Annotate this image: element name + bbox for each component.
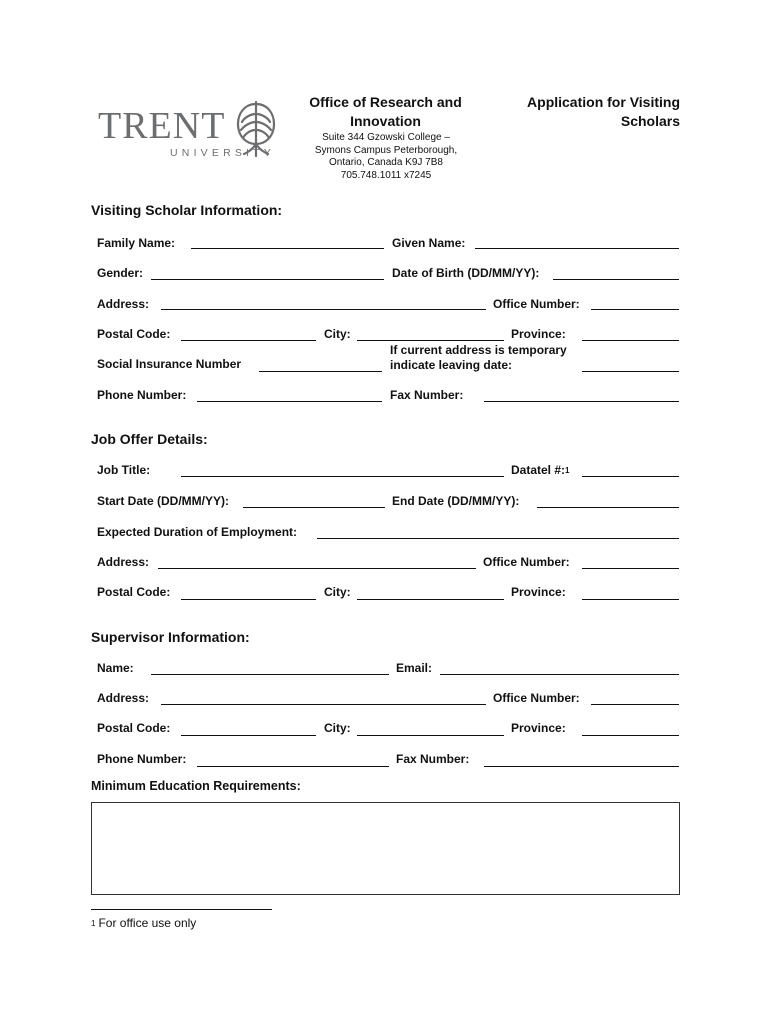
field-job-title[interactable] xyxy=(181,476,504,477)
label-supervisor-office-number: Office Number: xyxy=(493,691,580,705)
field-province[interactable] xyxy=(582,340,679,341)
label-supervisor-postal-code: Postal Code: xyxy=(97,721,171,735)
field-supervisor-city[interactable] xyxy=(357,735,504,736)
field-phone-number[interactable] xyxy=(197,401,382,402)
label-expected-duration: Expected Duration of Employment: xyxy=(97,525,298,539)
label-supervisor-province: Province: xyxy=(511,721,566,735)
field-postal-code[interactable] xyxy=(181,340,316,341)
section-education-requirements: Minimum Education Requirements: xyxy=(91,779,301,793)
label-given-name: Given Name: xyxy=(392,236,466,250)
education-requirements-textbox[interactable] xyxy=(91,802,680,895)
field-supervisor-office-number[interactable] xyxy=(591,704,679,705)
label-job-address: Address: xyxy=(97,555,150,569)
field-job-postal-code[interactable] xyxy=(181,599,316,600)
label-job-title: Job Title: xyxy=(97,463,151,477)
field-supervisor-name[interactable] xyxy=(151,674,389,675)
field-gender[interactable] xyxy=(151,279,384,280)
label-supervisor-city: City: xyxy=(324,721,351,735)
label-province: Province: xyxy=(511,327,566,341)
label-supervisor-fax: Fax Number: xyxy=(396,752,470,766)
footnote-text: For office use only xyxy=(98,916,197,930)
field-social-insurance-number[interactable] xyxy=(259,371,382,372)
field-given-name[interactable] xyxy=(475,248,679,249)
section-supervisor: Supervisor Information: xyxy=(91,629,250,645)
label-datatel xyxy=(511,463,569,478)
field-supervisor-address[interactable] xyxy=(161,704,486,705)
field-expected-duration[interactable] xyxy=(317,538,679,539)
field-job-province[interactable] xyxy=(582,599,679,600)
label-family-name: Family Name: xyxy=(97,236,176,250)
field-supervisor-fax[interactable] xyxy=(484,766,679,767)
label-supervisor-email: Email: xyxy=(396,661,433,675)
office-address-line: Suite 344 Gzowski College – xyxy=(322,132,450,143)
label-supervisor-phone: Phone Number: xyxy=(97,752,187,766)
label-job-city: City: xyxy=(324,585,351,599)
field-supervisor-phone[interactable] xyxy=(197,766,389,767)
label-end-date: End Date (DD/MM/YY): xyxy=(392,494,520,508)
label-date-of-birth: Date of Birth (DD/MM/YY): xyxy=(392,266,540,280)
label-fax-number: Fax Number: xyxy=(390,388,464,402)
label-job-postal-code: Postal Code: xyxy=(97,585,171,599)
field-address[interactable] xyxy=(161,309,486,310)
footnote xyxy=(91,916,196,931)
footnote-mark: 1 xyxy=(91,919,96,928)
field-leaving-date[interactable] xyxy=(582,371,679,372)
office-title: Office of Research and Innovation xyxy=(309,94,462,129)
office-address-line: Symons Campus Peterborough, xyxy=(314,144,458,156)
office-address-line: 705.748.1011 x7245 xyxy=(340,169,432,181)
label-leaving-date: If current address is temporary indicate leaving date: xyxy=(390,343,567,372)
field-job-office-number[interactable] xyxy=(582,568,679,569)
field-family-name[interactable] xyxy=(191,248,384,249)
field-supervisor-postal-code[interactable] xyxy=(181,735,316,736)
field-fax-number[interactable] xyxy=(484,401,679,402)
field-date-of-birth[interactable] xyxy=(553,279,679,280)
field-datatel[interactable] xyxy=(582,476,679,477)
field-job-address[interactable] xyxy=(158,568,476,569)
label-job-province: Province: xyxy=(511,585,566,599)
logo-wordmark: TRENT xyxy=(98,105,226,147)
office-address-line: Ontario, Canada K9J 7B8 xyxy=(329,157,443,168)
trent-crest-icon xyxy=(232,100,280,158)
office-address xyxy=(300,132,472,182)
field-end-date[interactable] xyxy=(537,507,679,508)
label-datatel-text: Datatel #: xyxy=(511,463,566,477)
field-office-number[interactable] xyxy=(591,309,679,310)
label-address: Address: xyxy=(97,297,150,311)
label-supervisor-address: Address: xyxy=(97,691,150,705)
field-supervisor-province[interactable] xyxy=(582,735,679,736)
footnote-divider xyxy=(91,909,272,910)
label-phone-number: Phone Number: xyxy=(97,388,187,402)
label-job-office-number: Office Number: xyxy=(483,555,570,569)
field-city[interactable] xyxy=(357,340,504,341)
logo-subtitle: UNIVERSITY xyxy=(170,147,276,159)
section-job-offer: Job Offer Details: xyxy=(91,431,208,447)
field-start-date[interactable] xyxy=(243,507,385,508)
label-social-insurance-number: Social Insurance Number xyxy=(97,357,242,371)
label-gender: Gender: xyxy=(97,266,144,280)
label-city: City: xyxy=(324,327,351,341)
label-start-date: Start Date (DD/MM/YY): xyxy=(97,494,230,508)
footnote-ref: 1 xyxy=(565,466,570,475)
form-title: Application for Visiting Scholars xyxy=(527,94,680,129)
field-job-city[interactable] xyxy=(357,599,504,600)
field-supervisor-email[interactable] xyxy=(440,674,679,675)
label-office-number: Office Number: xyxy=(493,297,580,311)
label-supervisor-name: Name: xyxy=(97,661,134,675)
section-visiting-scholar: Visiting Scholar Information: xyxy=(91,202,283,218)
label-postal-code: Postal Code: xyxy=(97,327,171,341)
